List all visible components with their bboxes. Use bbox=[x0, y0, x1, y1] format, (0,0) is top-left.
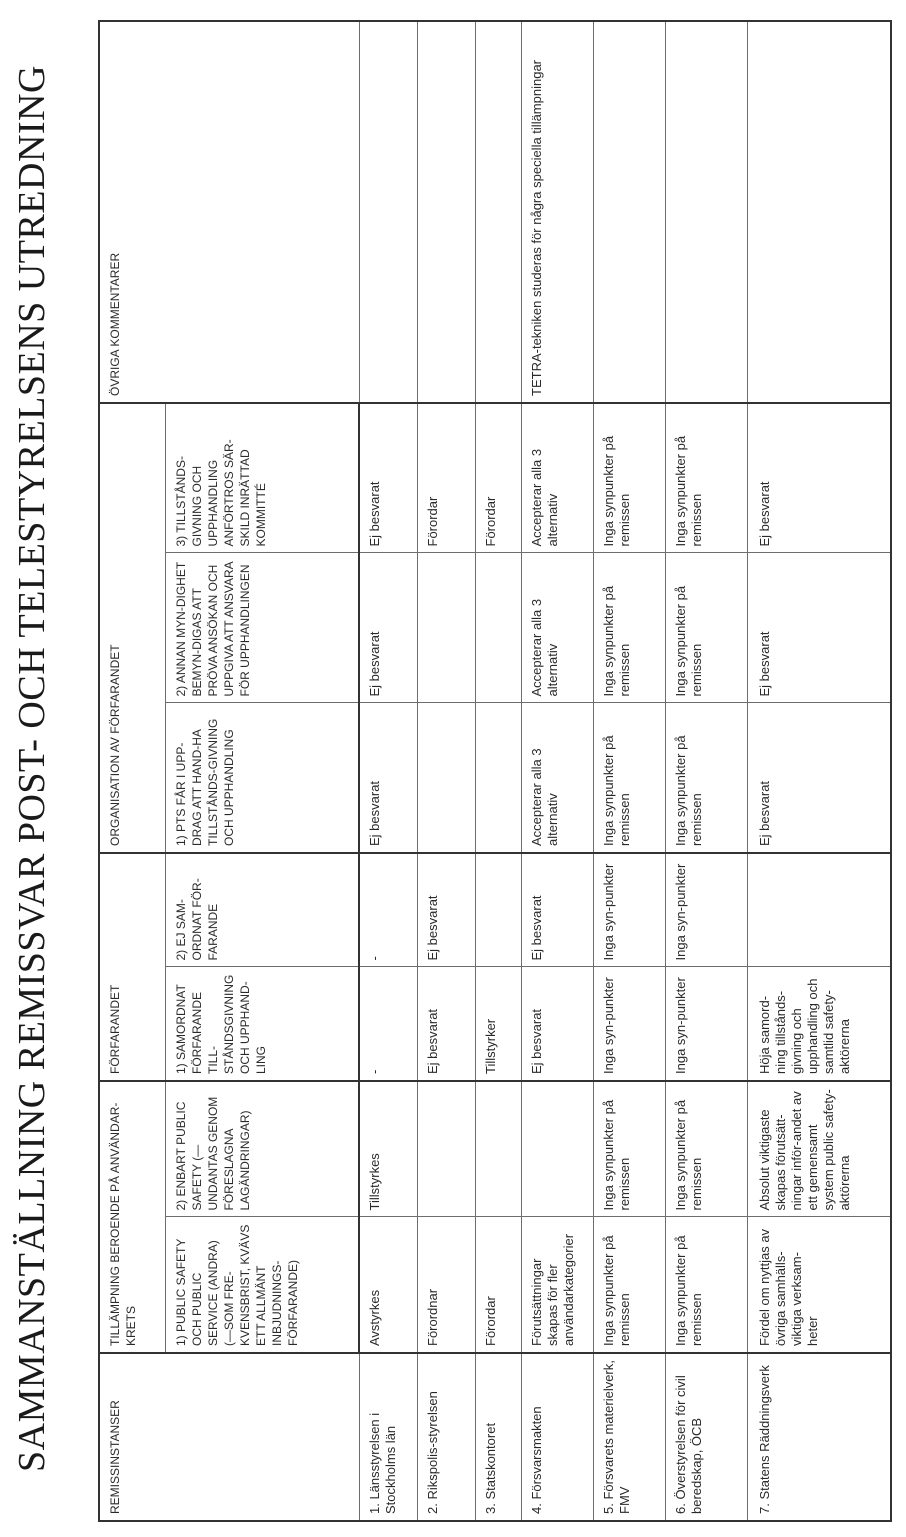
cell-forfarandet-1: Ej besvarat bbox=[417, 967, 475, 1081]
cell-forfarandet-2 bbox=[475, 853, 521, 967]
table-row bbox=[665, 21, 747, 1521]
cell-organisation-2: Ej besvarat bbox=[359, 553, 417, 703]
cell-instans: 1. Länsstyrelsen i Stockholms län bbox=[359, 1353, 417, 1521]
cell-kommentar bbox=[747, 21, 891, 403]
cell-organisation-1 bbox=[475, 703, 521, 853]
cell-forfarandet-1: Inga syn-punkter bbox=[593, 967, 665, 1081]
cell-tillampning-1: Inga synpunkter på remissen bbox=[593, 1217, 665, 1353]
table-row bbox=[475, 21, 521, 1521]
cell-organisation-1: Ej besvarat bbox=[359, 703, 417, 853]
header-ovriga-kommentarer: ÖVRIGA KOMMENTARER bbox=[99, 21, 359, 403]
table-row bbox=[359, 21, 417, 1521]
cell-organisation-3: Förordar bbox=[475, 403, 521, 553]
cell-organisation-3: Ej besvarat bbox=[747, 403, 891, 553]
cell-organisation-2 bbox=[475, 553, 521, 703]
cell-forfarandet-2: - bbox=[359, 853, 417, 967]
cell-organisation-2: Inga synpunkter på remissen bbox=[593, 553, 665, 703]
table-row bbox=[521, 21, 593, 1521]
cell-forfarandet-1: - bbox=[359, 967, 417, 1081]
cell-kommentar bbox=[665, 21, 747, 403]
subheader-tillampning-1: 1) PUBLIC SAFETY OCH PUBLIC SERVICE (ANDRA) (—SOM FRE-KVENSBRIST, KVÄVS ETT ALLMÄNT INBJUDNINGS-FÖRFARANDE) bbox=[165, 1217, 359, 1353]
remissvar-table bbox=[98, 20, 892, 1522]
cell-kommentar bbox=[359, 21, 417, 403]
header-forfarandet: FÖRFARANDET bbox=[99, 853, 165, 1081]
cell-instans: 4. Försvarsmakten bbox=[521, 1353, 593, 1521]
cell-tillampning-1: Förordnar bbox=[417, 1217, 475, 1353]
cell-organisation-2 bbox=[417, 553, 475, 703]
cell-forfarandet-2: Inga syn-punkter bbox=[593, 853, 665, 967]
subheader-tillampning-2: 2) ENBART PUBLIC SAFETY (—UNDANTAS GENOM FÖRESLAGNA LAGÄNDRINGAR) bbox=[165, 1081, 359, 1217]
cell-forfarandet-2: Inga syn-punkter bbox=[665, 853, 747, 967]
cell-tillampning-2: Absolut viktigaste skapas förutsätt-ningar inför-andet av ett gemensamt system public safety-aktörerna bbox=[747, 1081, 891, 1217]
cell-kommentar bbox=[417, 21, 475, 403]
cell-kommentar bbox=[475, 21, 521, 403]
cell-organisation-2: Inga synpunkter på remissen bbox=[665, 553, 747, 703]
cell-forfarandet-1: Tillstyrker bbox=[475, 967, 521, 1081]
cell-instans: 5. Försvarets materielverk, FMV bbox=[593, 1353, 665, 1521]
cell-organisation-3: Ej besvarat bbox=[359, 403, 417, 553]
subheader-organisation-2: 2) ANNAN MYN-DIGHET BEMYN-DIGAS ATT PRÖVA ANSÖKAN OCH UPPGIVA ATT ANSVARA FÖR UPPHANDLINGEN bbox=[165, 553, 359, 703]
cell-organisation-3: Accepterar alla 3 alternativ bbox=[521, 403, 593, 553]
cell-tillampning-2 bbox=[521, 1081, 593, 1217]
subheader-organisation-3: 3) TILLSTÅNDS-GIVNING OCH UPPHANDLING ANFÖRTROS SÄR-SKILD INRÄTTAD KOMMITTÉ bbox=[165, 403, 359, 553]
table-row bbox=[593, 21, 665, 1521]
cell-tillampning-1: Avstyrkes bbox=[359, 1217, 417, 1353]
table-row bbox=[747, 21, 891, 1521]
cell-instans: 3. Statskontoret bbox=[475, 1353, 521, 1521]
cell-forfarandet-1: Ej besvarat bbox=[521, 967, 593, 1081]
header-organisation: ORGANISATION AV FÖRFARANDET bbox=[99, 403, 165, 853]
subheader-forfarandet-2: 2) EJ SAM-ORDNAT FÖR-FARANDE bbox=[165, 853, 359, 967]
cell-organisation-3: Förordar bbox=[417, 403, 475, 553]
cell-instans: 7. Statens Räddningsverk bbox=[747, 1353, 891, 1521]
cell-instans: 2. Rikspolis-styrelsen bbox=[417, 1353, 475, 1521]
cell-tillampning-2 bbox=[417, 1081, 475, 1217]
cell-tillampning-1: Inga synpunkter på remissen bbox=[665, 1217, 747, 1353]
cell-organisation-2: Ej besvarat bbox=[747, 553, 891, 703]
page-title: SAMMANSTÄLLNING REMISSVAR POST- OCH TELESTYRELSENS UTREDNING bbox=[11, 65, 53, 1472]
table-row bbox=[417, 21, 475, 1521]
cell-tillampning-1: Fördel om nyttjas av övriga samhälls-viktiga verksam-heter bbox=[747, 1217, 891, 1353]
subheader-organisation-1: 1) PTS FÅR I UPP-DRAG ATT HAND-HA TILLSTÅNDS-GIVNING OCH UPPHANDLING bbox=[165, 703, 359, 853]
cell-forfarandet-1: Höja samord-ning tillstånds-givning och upphandling och samtlid safety-aktörerna bbox=[747, 967, 891, 1081]
cell-tillampning-1: Förordar bbox=[475, 1217, 521, 1353]
header-tillampning: TILLÄMPNING BEROENDE PÅ ANVÄNDAR-KRETS bbox=[99, 1081, 165, 1353]
cell-tillampning-2: Inga synpunkter på remissen bbox=[593, 1081, 665, 1217]
cell-instans: 6. Överstyrelsen för civil beredskap, ÖCB bbox=[665, 1353, 747, 1521]
header-remissinstanser: REMISSINSTANSER bbox=[99, 1353, 359, 1521]
cell-forfarandet-1: Inga syn-punkter bbox=[665, 967, 747, 1081]
cell-organisation-3: Inga synpunkter på remissen bbox=[665, 403, 747, 553]
cell-organisation-1 bbox=[417, 703, 475, 853]
cell-organisation-1: Inga synpunkter på remissen bbox=[665, 703, 747, 853]
rotated-table-wrapper bbox=[98, 22, 890, 1522]
cell-organisation-1: Ej besvarat bbox=[747, 703, 891, 853]
cell-organisation-3: Inga synpunkter på remissen bbox=[593, 403, 665, 553]
cell-forfarandet-2: Ej besvarat bbox=[417, 853, 475, 967]
cell-organisation-2: Accepterar alla 3 alternativ bbox=[521, 553, 593, 703]
cell-tillampning-2: Inga synpunkter på remissen bbox=[665, 1081, 747, 1217]
cell-tillampning-1: Förutsättningar skapas för fler användarkategorier bbox=[521, 1217, 593, 1353]
cell-tillampning-2: Tillstyrkes bbox=[359, 1081, 417, 1217]
cell-tillampning-2 bbox=[475, 1081, 521, 1217]
subheader-forfarandet-1: 1) SAMORDNAT FÖRFARANDE TILL-STÅNDSGIVNING OCH UPPHAND-LING bbox=[165, 967, 359, 1081]
cell-organisation-1: Accepterar alla 3 alternativ bbox=[521, 703, 593, 853]
cell-organisation-1: Inga synpunkter på remissen bbox=[593, 703, 665, 853]
cell-forfarandet-2 bbox=[747, 853, 891, 967]
cell-kommentar: TETRA-tekniken studeras för några speciella tillämpningar bbox=[521, 21, 593, 403]
cell-kommentar bbox=[593, 21, 665, 403]
cell-forfarandet-2: Ej besvarat bbox=[521, 853, 593, 967]
